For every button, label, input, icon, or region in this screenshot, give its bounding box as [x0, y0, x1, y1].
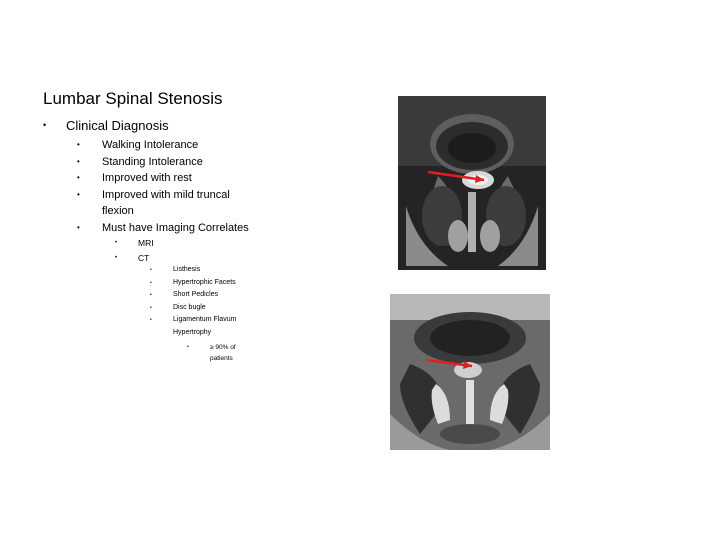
list-item-text: MRI — [138, 238, 154, 248]
list-item-text: Must have Imaging Correlates — [102, 221, 249, 234]
bullet-marker: • — [187, 344, 189, 350]
list-item-text: Listhesis — [173, 266, 201, 273]
list-item — [150, 289, 260, 302]
bullet-marker: • — [150, 304, 152, 311]
list-item — [115, 251, 154, 266]
slide-title: Lumbar Spinal Stenosis — [43, 89, 223, 108]
list-item-text: Improved with mild truncal flexion — [102, 188, 230, 217]
bullet-list-level5 — [187, 342, 247, 364]
bullet-marker: • — [77, 140, 80, 149]
mri-axial-scan-image-icon — [398, 96, 546, 270]
bullet-marker: • — [43, 120, 47, 130]
list-item — [77, 137, 257, 154]
list-item — [77, 170, 257, 187]
list-item — [150, 302, 260, 315]
mri-axial-image-top — [398, 96, 546, 270]
list-item — [150, 264, 260, 277]
bullet-marker: • — [77, 222, 80, 232]
mri-axial-scan-image-icon — [390, 294, 550, 450]
list-item — [77, 187, 257, 220]
bullet-marker: • — [150, 267, 152, 273]
list-item — [77, 220, 257, 237]
bullet-marker: • — [115, 255, 118, 261]
mri-axial-image-bottom — [390, 294, 550, 450]
list-item-text: ≥ 90% of patients — [210, 344, 236, 362]
bullet-marker: • — [115, 240, 118, 246]
list-item — [77, 154, 257, 171]
bullet-list-level2 — [77, 137, 257, 236]
bullet-marker: • — [77, 156, 80, 166]
list-item-text: Standing Intolerance — [102, 155, 203, 168]
list-item — [150, 314, 260, 339]
bullet-marker: • — [77, 173, 80, 182]
list-item — [150, 277, 260, 290]
bullet-list-level3 — [115, 236, 154, 266]
bullet-marker: • — [150, 279, 152, 286]
list-item-text: Disc bugle — [173, 303, 206, 311]
bullet-list-level4 — [150, 264, 260, 339]
list-item-text: Walking Intolerance — [102, 139, 199, 151]
list-item-text: Ligamentum Flavum Hypertrophy — [173, 316, 237, 336]
bullet-marker: • — [77, 189, 80, 199]
bullet-marker: • — [150, 292, 152, 298]
list-item — [115, 236, 154, 251]
list-item-text: CT — [138, 253, 150, 263]
list-item-text: Improved with rest — [102, 172, 192, 184]
list-item-text: Short Pedicles — [173, 291, 219, 298]
list-item — [187, 342, 247, 364]
bullet-text: Clinical Diagnosis — [66, 118, 169, 133]
bullet-marker: • — [150, 317, 152, 323]
list-item-text: Hypertrophic Facets — [173, 278, 236, 286]
